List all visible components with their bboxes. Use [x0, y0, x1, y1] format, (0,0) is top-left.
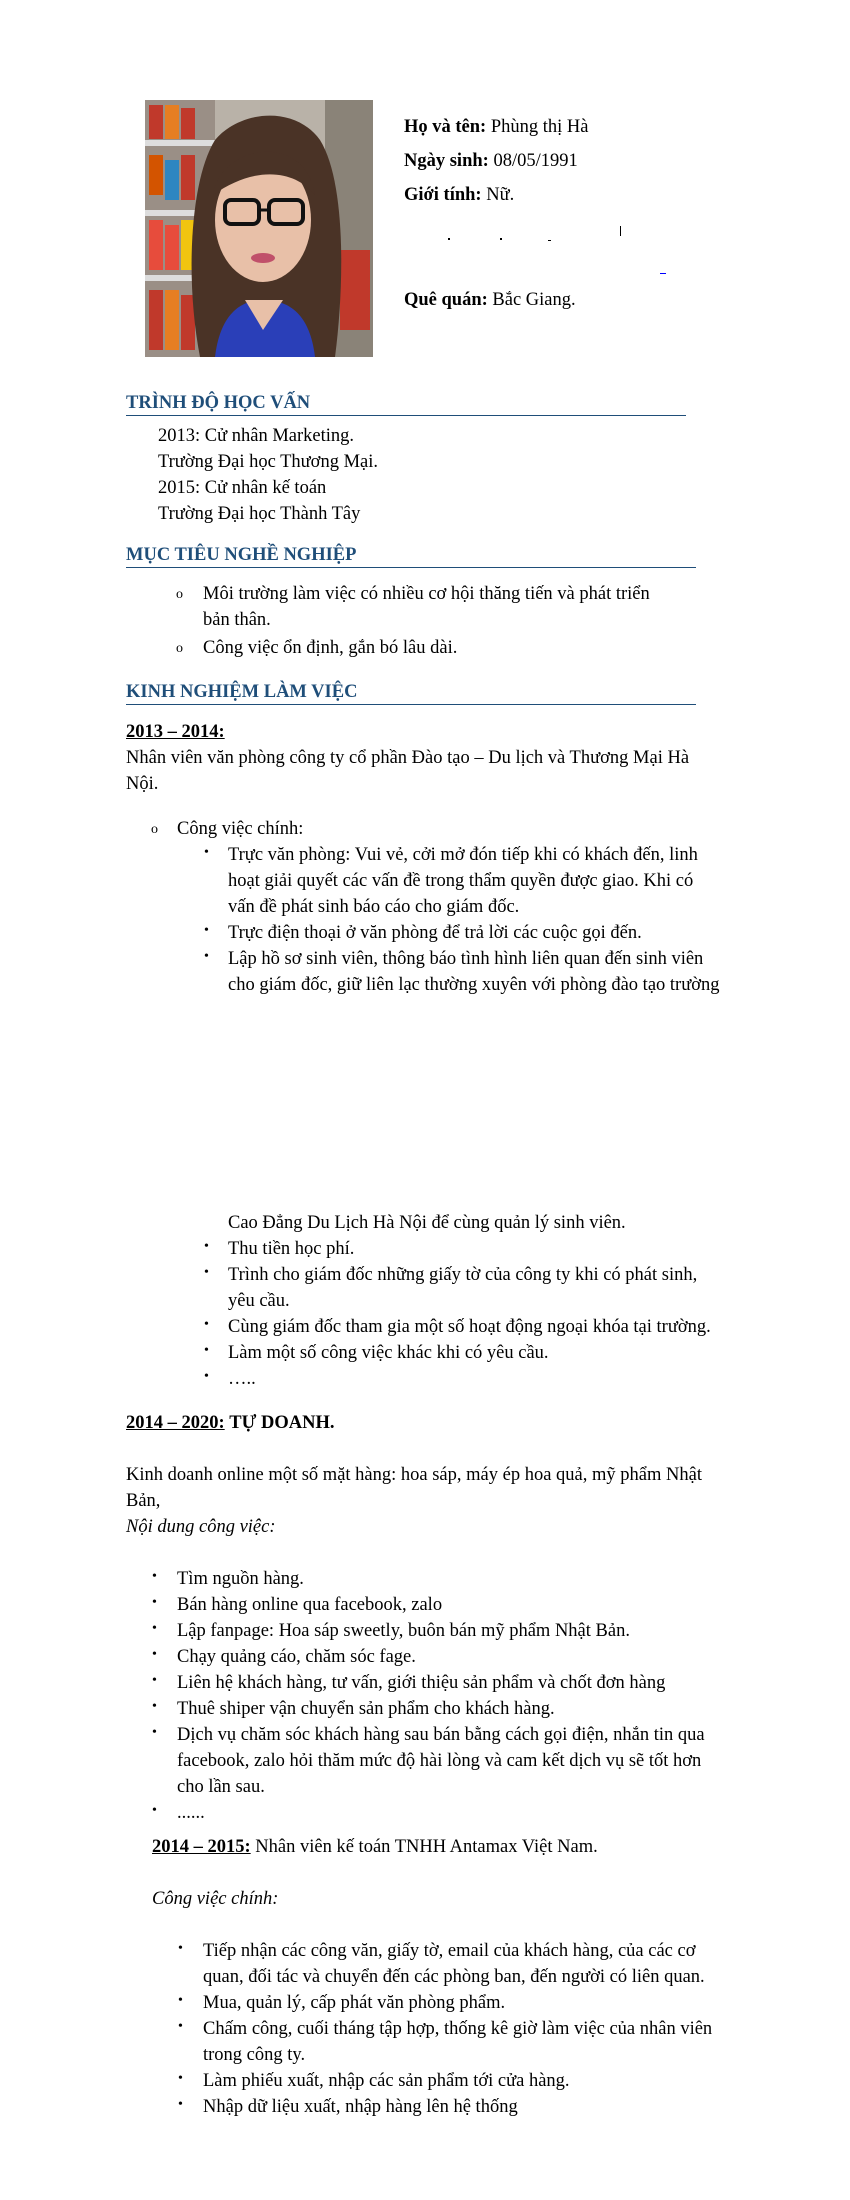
hometown-line	[404, 290, 576, 311]
name-label: Họ và tên:	[404, 117, 487, 137]
bullet-icon: •	[204, 1317, 209, 1332]
bullet-icon: •	[152, 1725, 157, 1740]
job3-subheading: Công việc chính:	[152, 1889, 279, 1909]
bullet-icon: •	[204, 1369, 209, 1384]
dob-line	[404, 151, 578, 172]
circle-bullet-icon: o	[176, 587, 183, 602]
bullet-icon: •	[178, 2071, 183, 2086]
job3-task: Nhập dữ liệu xuất, nhập hàng lên hệ thống	[203, 2097, 518, 2117]
job3-task: trong công ty.	[203, 2045, 306, 2065]
bullet-icon: •	[152, 1803, 157, 1818]
job1-title: Nội.	[126, 774, 159, 794]
job3-task: Làm phiếu xuất, nhập các sản phẩm tới cửa hàng.	[203, 2071, 570, 2091]
job1-period: 2013 – 2014:	[126, 722, 225, 742]
bullet-icon: •	[204, 923, 209, 938]
job1-task: Làm một số công việc khác khi có yêu cầu.	[228, 1343, 549, 1363]
artifact-dot	[548, 240, 551, 241]
education-heading: TRÌNH ĐỘ HỌC VẤN	[126, 393, 311, 413]
job1-task: Trực điện thoại ở văn phòng để trả lời các cuộc gọi đến.	[228, 923, 642, 943]
experience-heading: KINH NGHIỆM LÀM VIỆC	[126, 682, 358, 702]
dob-value: 08/05/1991	[493, 151, 578, 171]
job1-title: Nhân viên văn phòng công ty cổ phần Đào tạo – Du lịch và Thương Mại Hà	[126, 748, 690, 768]
job2-period: 2014 – 2020:	[126, 1413, 225, 1433]
job3-title: Nhân viên kế toán TNHH Antamax Việt Nam.	[255, 1837, 598, 1857]
name-line	[404, 117, 588, 138]
job1-task: Thu tiền học phí.	[228, 1239, 355, 1259]
job3-task: quan, đối tác và chuyển đến các phòng ban, đến người có liên quan.	[203, 1967, 705, 1987]
gender-value: Nữ.	[486, 185, 515, 205]
job2-subheading: Nội dung công việc:	[126, 1517, 276, 1537]
job3-task: Mua, quản lý, cấp phát văn phòng phẩm.	[203, 1993, 506, 2013]
bullet-icon: •	[152, 1595, 157, 1610]
job2-task: Lập fanpage: Hoa sáp sweetly, buôn bán mỹ phẩm Nhật Bản.	[177, 1621, 630, 1641]
job1-task: vấn đề phát sinh báo cáo cho giám đốc.	[228, 897, 520, 917]
education-line: 2015: Cử nhân kế toán	[158, 478, 327, 498]
bullet-icon: •	[204, 949, 209, 964]
artifact-dot	[500, 238, 502, 240]
circle-bullet-icon: o	[176, 641, 183, 656]
profile-photo	[145, 100, 373, 357]
job2-task: Liên hệ khách hàng, tư vấn, giới thiệu sản phẩm và chốt đơn hàng	[177, 1673, 666, 1693]
job1-task: Trình cho giám đốc những giấy tờ của công ty khi có phát sinh,	[228, 1265, 698, 1285]
hometown-value: Bắc Giang.	[492, 290, 576, 310]
job2-title: TỰ DOANH.	[229, 1413, 335, 1433]
job1-task: Lập hồ sơ sinh viên, thông báo tình hình liên quan đến sinh viên	[228, 949, 704, 969]
bullet-icon: •	[152, 1569, 157, 1584]
gender-line	[404, 185, 514, 206]
job1-subheading: Công việc chính:	[177, 819, 304, 839]
job2-desc: Bản,	[126, 1491, 161, 1511]
bullet-icon: •	[152, 1647, 157, 1662]
bullet-icon: •	[178, 2019, 183, 2034]
hometown-label: Quê quán:	[404, 290, 488, 310]
objective-item: bản thân.	[203, 610, 271, 630]
job2-header	[126, 1413, 334, 1434]
job2-task: Bán hàng online qua facebook, zalo	[177, 1595, 443, 1615]
job2-task: Chạy quảng cáo, chăm sóc fage.	[177, 1647, 416, 1667]
job2-desc: Kinh doanh online một số mặt hàng: hoa sáp, máy ép hoa quả, mỹ phẩm Nhật	[126, 1465, 702, 1485]
artifact-dot	[620, 226, 621, 236]
bullet-icon: •	[204, 1343, 209, 1358]
education-line: Trường Đại học Thương Mại.	[158, 452, 378, 472]
job1-task: Cao Đẳng Du Lịch Hà Nội để cùng quản lý sinh viên.	[228, 1213, 626, 1233]
bullet-icon: •	[152, 1699, 157, 1714]
job1-task: Trực văn phòng: Vui vẻ, cởi mở đón tiếp khi có khách đến, linh	[228, 845, 698, 865]
job1-task: cho giám đốc, giữ liên lạc thường xuyên với phòng đào tạo trường	[228, 975, 720, 995]
job3-header	[152, 1837, 598, 1858]
bullet-icon: •	[152, 1673, 157, 1688]
job1-task: …..	[228, 1369, 256, 1389]
dob-label: Ngày sinh:	[404, 151, 489, 171]
gender-label: Giới tính:	[404, 185, 482, 205]
education-line: 2013: Cử nhân Marketing.	[158, 426, 355, 446]
job3-task: Chấm công, cuối tháng tập hợp, thống kê giờ làm việc của nhân viên	[203, 2019, 713, 2039]
job1-task: yêu cầu.	[228, 1291, 290, 1311]
name-value: Phùng thị Hà	[490, 117, 589, 137]
job1-task: Cùng giám đốc tham gia một số hoạt động ngoại khóa tại trường.	[228, 1317, 711, 1337]
bullet-icon: •	[204, 1265, 209, 1280]
job2-task: facebook, zalo hỏi thăm mức độ hài lòng và cam kết dịch vụ sẽ tốt hơn	[177, 1751, 702, 1771]
job2-task: ......	[177, 1803, 205, 1823]
bullet-icon: •	[204, 1239, 209, 1254]
education-line: Trường Đại học Thành Tây	[158, 504, 361, 524]
job3-task: Tiếp nhận các công văn, giấy tờ, email của khách hàng, của các cơ	[203, 1941, 696, 1961]
bullet-icon: •	[178, 2097, 183, 2112]
circle-bullet-icon: o	[151, 822, 158, 837]
objective-heading: MỤC TIÊU NGHỀ NGHIỆP	[126, 545, 357, 565]
bullet-icon: •	[204, 845, 209, 860]
artifact-dot	[660, 265, 666, 274]
bullet-icon: •	[178, 1941, 183, 1956]
job2-task: Tìm nguồn hàng.	[177, 1569, 304, 1589]
job1-task: hoạt giải quyết các vấn đề trong thẩm quyền được giao. Khi có	[228, 871, 694, 891]
job2-task: Thuê shiper vận chuyển sản phẩm cho khách hàng.	[177, 1699, 555, 1719]
bullet-icon: •	[152, 1621, 157, 1636]
job3-period: 2014 – 2015:	[152, 1837, 251, 1857]
bullet-icon: •	[178, 1993, 183, 2008]
objective-item: Môi trường làm việc có nhiều cơ hội thăng tiến và phát triển	[203, 584, 650, 604]
artifact-dot	[448, 238, 450, 240]
job2-task: Dịch vụ chăm sóc khách hàng sau bán bằng cách gọi điện, nhắn tin qua	[177, 1725, 705, 1745]
objective-item: Công việc ổn định, gắn bó lâu dài.	[203, 638, 458, 658]
job2-task: cho lần sau.	[177, 1777, 265, 1797]
